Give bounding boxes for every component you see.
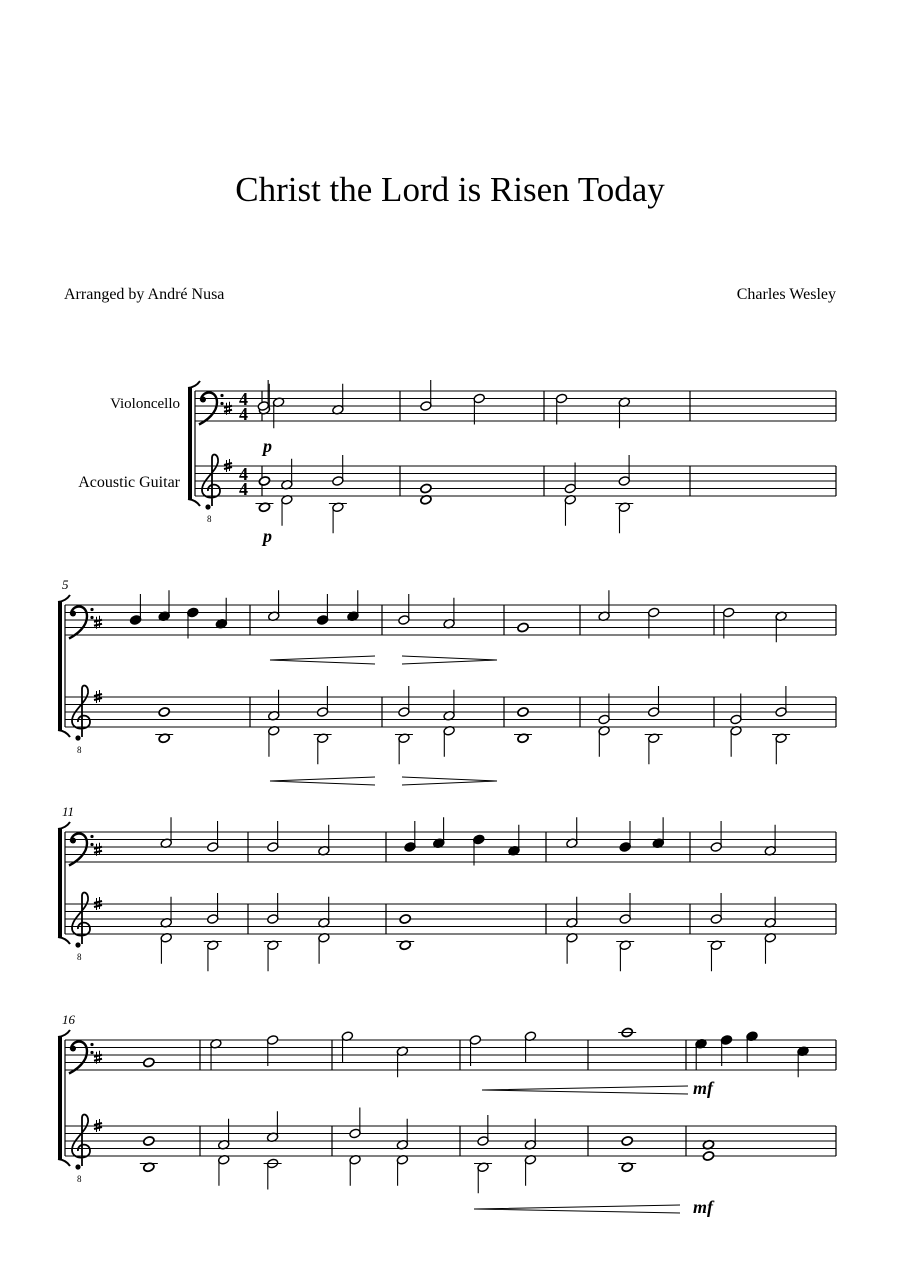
treble-clef-dot	[75, 735, 80, 740]
note	[645, 733, 663, 764]
bass-clef-dot	[90, 835, 93, 838]
note	[160, 817, 172, 848]
note	[318, 897, 330, 928]
note	[347, 590, 359, 621]
system	[58, 1027, 836, 1217]
note	[710, 893, 722, 924]
bass-clef-dot	[90, 1051, 93, 1054]
note	[619, 821, 631, 852]
note	[514, 733, 532, 744]
notehead	[143, 1057, 155, 1068]
note	[155, 733, 173, 744]
note	[316, 686, 328, 717]
octave-8-marker: 8	[77, 1174, 82, 1184]
note	[281, 494, 293, 525]
note	[517, 622, 529, 633]
notehead	[399, 914, 411, 925]
instrument-label-violoncello: Violoncello	[110, 396, 180, 412]
time-signature	[239, 464, 248, 499]
note	[764, 897, 776, 928]
measure-number: 11	[62, 804, 75, 819]
note	[187, 607, 199, 638]
note	[598, 590, 610, 621]
note	[210, 1038, 222, 1069]
note	[524, 1119, 536, 1150]
note	[764, 825, 776, 856]
octave-8-marker: 8	[207, 514, 212, 524]
composer-credit: Charles Wesley	[736, 286, 836, 303]
bass-clef-dot	[70, 838, 76, 844]
note	[160, 932, 172, 963]
dynamic-marking: mf	[693, 1197, 713, 1217]
note	[267, 893, 279, 924]
note	[341, 1031, 353, 1062]
note	[268, 590, 280, 621]
note	[332, 384, 344, 415]
note	[318, 932, 330, 963]
note	[266, 1035, 278, 1066]
bass-clef-dot	[90, 843, 93, 846]
bracket-hook	[58, 595, 70, 602]
note	[616, 940, 634, 971]
sharp-icon	[94, 616, 102, 629]
time-signature-top: 4	[239, 464, 248, 484]
note	[775, 686, 787, 717]
decrescendo-hairpin	[402, 656, 497, 664]
notehead	[517, 707, 529, 718]
bracket-hook	[58, 1159, 70, 1166]
bass-clef-dot	[200, 397, 206, 403]
bass-clef-dot	[220, 402, 223, 405]
bracket-hook	[188, 381, 200, 388]
note	[264, 940, 282, 971]
note	[433, 817, 445, 848]
note	[258, 384, 270, 415]
octave-8-marker: 8	[77, 952, 82, 962]
measure-number: 5	[62, 577, 69, 592]
bracket-hook	[58, 1030, 70, 1037]
bracket-hook	[58, 937, 70, 944]
note	[746, 1031, 758, 1062]
note	[129, 594, 141, 625]
note	[566, 932, 578, 963]
decrescendo-hairpin	[402, 777, 497, 785]
notehead	[702, 1151, 714, 1162]
note	[702, 1151, 714, 1162]
note	[473, 834, 485, 865]
note	[566, 817, 578, 848]
bass-clef-dot	[90, 608, 93, 611]
time-signature	[239, 389, 248, 424]
note	[396, 1119, 408, 1150]
note	[722, 607, 734, 638]
note	[160, 897, 172, 928]
note	[349, 1108, 361, 1139]
treble-clef-dot	[205, 504, 210, 509]
bass-clef-dot	[220, 394, 223, 397]
note	[730, 725, 742, 756]
treble-clef-icon	[202, 455, 220, 506]
note	[255, 502, 273, 513]
note	[349, 1154, 361, 1185]
note	[399, 914, 411, 925]
note	[272, 397, 284, 428]
note	[566, 897, 578, 928]
note	[695, 1038, 707, 1069]
time-signature-bottom: 4	[239, 404, 248, 424]
note	[615, 502, 633, 533]
note	[158, 590, 170, 621]
note	[207, 893, 219, 924]
notehead	[420, 483, 432, 494]
notehead	[258, 476, 270, 487]
treble-clef-icon	[72, 686, 90, 737]
note	[420, 380, 432, 411]
note	[598, 694, 610, 725]
bracket-hook	[188, 499, 200, 506]
note	[443, 725, 455, 756]
note	[329, 502, 347, 533]
note	[443, 598, 455, 629]
bass-clef-dot	[90, 616, 93, 619]
note	[648, 686, 660, 717]
note	[396, 940, 414, 951]
note	[268, 690, 280, 721]
note	[318, 825, 330, 856]
note	[395, 733, 413, 764]
note	[420, 483, 432, 494]
octave-8-marker: 8	[77, 745, 82, 755]
note	[396, 1046, 408, 1077]
note	[564, 494, 576, 525]
time-signature-top: 4	[239, 389, 248, 409]
bass-clef-dot	[90, 1043, 93, 1046]
note	[140, 1162, 158, 1173]
note	[404, 821, 416, 852]
dynamic-marking: mf	[693, 1078, 713, 1098]
note	[720, 1035, 732, 1066]
note	[730, 694, 742, 725]
note	[598, 725, 610, 756]
crescendo-hairpin	[482, 1086, 688, 1094]
crescendo-hairpin	[270, 656, 375, 664]
sharp-icon	[94, 843, 102, 856]
treble-clef-icon	[72, 893, 90, 944]
note	[775, 611, 787, 642]
note	[772, 733, 790, 764]
note	[281, 459, 293, 490]
notehead	[158, 707, 170, 718]
notehead	[143, 1136, 155, 1147]
notehead	[621, 1136, 633, 1147]
note	[469, 1035, 481, 1066]
note	[652, 817, 664, 848]
system	[58, 817, 836, 971]
note	[564, 463, 576, 494]
bracket-hook	[58, 822, 70, 829]
note	[143, 1057, 155, 1068]
measure-number: 16	[62, 1012, 75, 1027]
system	[188, 380, 836, 546]
note	[474, 1162, 492, 1193]
treble-clef-dot	[75, 942, 80, 947]
note	[398, 594, 410, 625]
crescendo-hairpin	[270, 777, 375, 785]
note	[314, 733, 332, 764]
note	[204, 940, 222, 971]
bass-clef-dot	[70, 1046, 76, 1052]
instrument-label-acoustic-guitar: Acoustic Guitar	[78, 474, 180, 491]
bass-clef-dot	[70, 611, 76, 617]
note	[258, 476, 270, 487]
note	[764, 932, 776, 963]
treble-clef-dot	[75, 1164, 80, 1169]
note	[555, 393, 567, 424]
note	[797, 1046, 809, 1077]
note	[618, 397, 630, 428]
note	[215, 598, 227, 629]
time-signature-bottom: 4	[239, 479, 248, 499]
note	[618, 1027, 636, 1038]
note	[398, 686, 410, 717]
note	[524, 1031, 536, 1062]
note	[710, 821, 722, 852]
note	[316, 594, 328, 625]
note	[619, 893, 631, 924]
note	[158, 707, 170, 718]
bracket-hook	[58, 730, 70, 737]
sharp-icon	[224, 402, 232, 415]
note	[707, 940, 725, 971]
system	[58, 590, 836, 785]
page-title: Christ the Lord is Risen Today	[235, 170, 665, 209]
note	[443, 690, 455, 721]
note	[218, 1119, 230, 1150]
note	[264, 1158, 282, 1189]
note	[517, 707, 529, 718]
note	[524, 1154, 536, 1185]
note	[618, 1162, 636, 1173]
note	[396, 1154, 408, 1185]
note	[207, 821, 219, 852]
note	[477, 1115, 489, 1146]
note	[508, 825, 520, 856]
note	[268, 725, 280, 756]
dynamic-marking: p	[263, 526, 272, 546]
crescendo-hairpin	[474, 1205, 680, 1213]
note	[218, 1154, 230, 1185]
note	[621, 1136, 633, 1147]
sharp-icon	[94, 1051, 102, 1064]
note	[143, 1136, 155, 1147]
note	[473, 393, 485, 424]
note	[257, 380, 269, 411]
note	[332, 455, 344, 486]
notehead	[517, 622, 529, 633]
arranger-credit: Arranged by André Nusa	[64, 286, 225, 303]
note	[618, 455, 630, 486]
dynamic-marking: p	[263, 436, 272, 456]
note	[267, 821, 279, 852]
treble-clef-icon	[72, 1115, 90, 1166]
note	[648, 607, 660, 638]
note	[266, 1111, 278, 1142]
